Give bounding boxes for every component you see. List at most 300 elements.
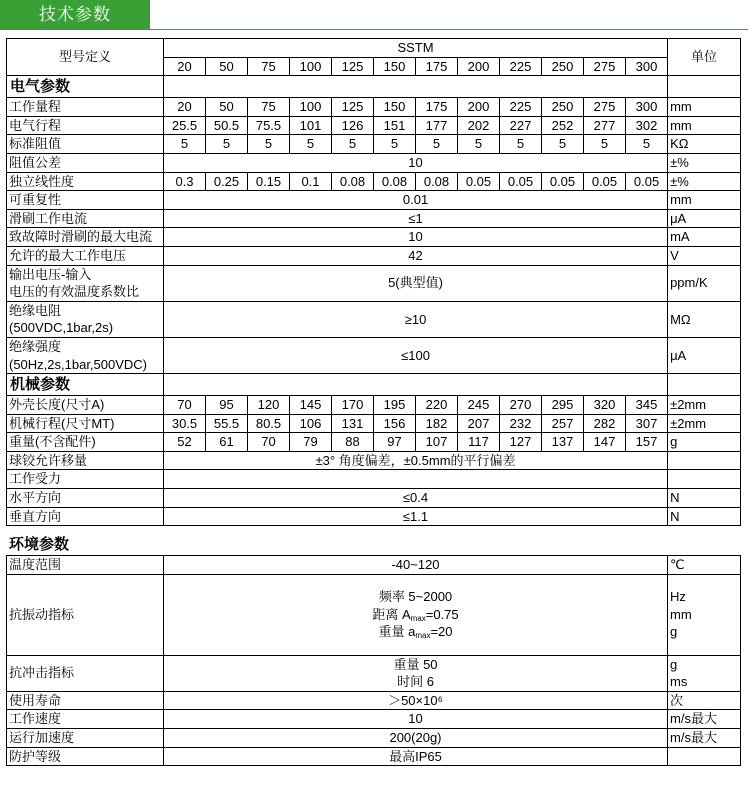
- text-line: mm: [670, 606, 692, 622]
- text-line: 207: [467, 415, 490, 431]
- merged-value-cell: [164, 710, 668, 729]
- text-line: 250: [551, 58, 574, 74]
- unit-cell: [668, 98, 741, 117]
- merged-value-cell: [164, 265, 668, 301]
- value-cell: [626, 116, 668, 135]
- text-line: 100: [299, 58, 322, 74]
- unit-cell: [668, 556, 741, 575]
- text-line: 145: [299, 397, 322, 413]
- model-number-cell: [374, 57, 416, 76]
- value-cell: [416, 172, 458, 191]
- text-line: 5(典型值): [388, 275, 443, 291]
- row-label: [7, 710, 164, 729]
- text-line: 外壳长度(尺寸A): [9, 397, 105, 413]
- unit-cell: [668, 246, 741, 265]
- spec-row: [7, 98, 741, 117]
- text-line: 117: [468, 434, 489, 450]
- model-number-cell: [626, 57, 668, 76]
- value-cell: [290, 396, 332, 415]
- spec-row: [7, 691, 741, 710]
- row-label: [7, 116, 164, 135]
- text-line: 标准阻值: [9, 136, 62, 152]
- text-line: 125: [341, 99, 364, 115]
- text-line: 182: [425, 415, 448, 431]
- model-number-cell: [206, 57, 248, 76]
- section-unit-blank-cell: [668, 374, 741, 396]
- text-line: 42: [408, 247, 423, 263]
- value-cell: [542, 135, 584, 154]
- text-line: g: [670, 656, 678, 672]
- text-line: 电气参数: [10, 77, 71, 95]
- text-line: 工作速度: [9, 711, 62, 727]
- text-line: 295: [551, 397, 574, 413]
- text-line: 0.15: [255, 173, 282, 189]
- text-line: 5: [516, 136, 525, 152]
- spec-row: [7, 470, 741, 489]
- spec-row: [7, 556, 741, 575]
- text-line: 5: [306, 136, 315, 152]
- text-line: 307: [635, 415, 658, 431]
- unit-cell: [668, 728, 741, 747]
- text-line: 0.08: [423, 173, 450, 189]
- value-cell: [458, 135, 500, 154]
- text-segment: 重量 a: [378, 624, 416, 640]
- value-cell: [626, 414, 668, 433]
- text-line: ≥10: [404, 311, 427, 327]
- text-line: 225: [509, 99, 532, 115]
- merged-value-cell: [164, 209, 668, 228]
- value-cell: [542, 116, 584, 135]
- text-line: 79: [303, 434, 318, 450]
- value-cell: [290, 98, 332, 117]
- text-line: 156: [383, 415, 406, 431]
- value-cell: [332, 433, 374, 452]
- value-cell: [164, 414, 206, 433]
- spec-row: [7, 153, 741, 172]
- row-label: [7, 489, 164, 508]
- value-cell: [374, 116, 416, 135]
- text-line: 127: [509, 434, 532, 450]
- model-number-cell: [290, 57, 332, 76]
- spec-row: [7, 507, 741, 526]
- text-line: 300: [635, 58, 658, 74]
- value-cell: [164, 396, 206, 415]
- text-line: 5: [390, 136, 399, 152]
- value-cell: [332, 135, 374, 154]
- merged-value-cell: [164, 470, 668, 489]
- row-label: [7, 574, 164, 655]
- text-line: 5: [180, 136, 189, 152]
- row-label: [7, 135, 164, 154]
- text-line: μA: [670, 210, 687, 226]
- text-line: mm: [670, 117, 692, 133]
- text-line: 157: [635, 434, 658, 450]
- row-label: [7, 433, 164, 452]
- value-cell: [248, 414, 290, 433]
- text-segment: =0.75: [425, 606, 459, 622]
- text-line: 工作量程: [9, 99, 62, 115]
- merged-value-cell: [164, 246, 668, 265]
- value-cell: [416, 433, 458, 452]
- spec-row: [7, 574, 741, 655]
- text-line: 245: [467, 397, 490, 413]
- value-cell: [374, 433, 416, 452]
- text-line: 175: [425, 58, 448, 74]
- value-cell: [164, 98, 206, 117]
- text-line: 0.01: [402, 192, 429, 208]
- section-heading-row: [7, 76, 741, 98]
- unit-cell: [668, 301, 741, 337]
- text-line: 5: [348, 136, 357, 152]
- value-cell: [584, 172, 626, 191]
- value-cell: [374, 414, 416, 433]
- text-line: 重量(不含配件): [9, 434, 96, 450]
- value-cell: [374, 172, 416, 191]
- value-cell: [332, 396, 374, 415]
- text-segment: =20: [430, 624, 453, 640]
- text-line: 0.1: [301, 173, 320, 189]
- text-line: 5: [474, 136, 483, 152]
- spec-row: [7, 414, 741, 433]
- value-cell: [164, 172, 206, 191]
- value-cell: [290, 116, 332, 135]
- text-line: KΩ: [670, 136, 689, 152]
- text-line: 345: [635, 397, 658, 413]
- spec-row: [7, 228, 741, 247]
- text-line: ppm/K: [670, 275, 708, 291]
- value-cell: [500, 116, 542, 135]
- text-segment: 距离 A: [372, 606, 411, 622]
- text-line: 150: [383, 99, 406, 115]
- text-line: 120: [257, 397, 280, 413]
- row-label: [7, 396, 164, 415]
- value-cell: [416, 414, 458, 433]
- merged-value-cell: [164, 489, 668, 508]
- spec-row: [7, 655, 741, 691]
- unit-cell: [668, 489, 741, 508]
- merged-value-cell: [164, 691, 668, 710]
- merged-value-cell: [164, 451, 668, 470]
- value-cell: [500, 433, 542, 452]
- text-line: 195: [383, 397, 406, 413]
- unit-cell: [668, 153, 741, 172]
- merged-value-cell: [164, 191, 668, 210]
- value-cell: [206, 433, 248, 452]
- value-cell: [248, 98, 290, 117]
- text-line: 5: [558, 136, 567, 152]
- text-line: 95: [219, 397, 234, 413]
- text-line: 防护等级: [9, 748, 62, 764]
- value-cell: [500, 135, 542, 154]
- text-line: 227: [509, 117, 532, 133]
- section-title: [7, 374, 164, 396]
- spec-row: [7, 191, 741, 210]
- text-line: 5: [432, 136, 441, 152]
- spec-row: [7, 728, 741, 747]
- value-cell: [458, 414, 500, 433]
- unit-cell: [668, 135, 741, 154]
- text-line: mm: [670, 99, 692, 115]
- text-line: 0.05: [549, 173, 576, 189]
- section-blank-cell: [164, 374, 668, 396]
- unit-cell: [668, 655, 741, 691]
- unit-header: [668, 39, 741, 76]
- value-cell: [584, 414, 626, 433]
- text-line: 70: [261, 434, 276, 450]
- text-line: 最高IP65: [389, 748, 442, 764]
- model-number-cell: [332, 57, 374, 76]
- merged-value-cell: [164, 228, 668, 247]
- text-line: 101: [299, 117, 322, 133]
- value-cell: [584, 98, 626, 117]
- text-line: (50Hz,2s,1bar,500VDC): [9, 356, 148, 372]
- row-label: [7, 728, 164, 747]
- text-line: [166, 606, 665, 624]
- row-label: [7, 191, 164, 210]
- unit-cell: [668, 396, 741, 415]
- text-line: 75.5: [255, 117, 282, 133]
- row-label: [7, 451, 164, 470]
- section-title: [7, 76, 164, 98]
- text-line: 277: [593, 117, 616, 133]
- value-cell: [542, 433, 584, 452]
- text-line: 52: [177, 434, 192, 450]
- merged-value-cell: [164, 301, 668, 337]
- value-cell: [290, 414, 332, 433]
- text-line: 抗冲击指标: [9, 665, 75, 681]
- value-cell: [374, 396, 416, 415]
- spec-row: [7, 209, 741, 228]
- value-cell: [626, 433, 668, 452]
- text-line: (500VDC,1bar,2s): [9, 320, 114, 336]
- text-line: g: [670, 434, 678, 450]
- text-line: m/s最大: [670, 729, 717, 745]
- text-line: 50.5: [213, 117, 240, 133]
- merged-value-cell: [164, 337, 668, 373]
- text-line: ≤0.4: [402, 490, 429, 506]
- unit-cell: [668, 451, 741, 470]
- text-line: 机械行程(尺寸MT): [9, 415, 115, 431]
- text-line: 重量 50: [393, 656, 438, 672]
- text-line: 5: [642, 136, 651, 152]
- text-line: V: [670, 247, 679, 263]
- unit-cell: [668, 209, 741, 228]
- row-label: [7, 556, 164, 575]
- value-cell: [290, 135, 332, 154]
- row-label: [7, 209, 164, 228]
- row-label: [7, 228, 164, 247]
- value-cell: [416, 98, 458, 117]
- text-line: 97: [387, 434, 402, 450]
- text-line: 106: [299, 415, 322, 431]
- row-label: [7, 655, 164, 691]
- value-cell: [542, 414, 584, 433]
- text-line: 147: [593, 434, 616, 450]
- value-cell: [332, 116, 374, 135]
- text-line: 绝缘电阻: [9, 302, 62, 318]
- text-line: Hz: [670, 589, 686, 605]
- unit-cell: [668, 337, 741, 373]
- text-line: 独立线性度: [9, 173, 75, 189]
- merged-value-cell: [164, 507, 668, 526]
- value-cell: [500, 414, 542, 433]
- merged-value-cell: [164, 556, 668, 575]
- value-cell: [206, 116, 248, 135]
- value-cell: [458, 433, 500, 452]
- model-number-cell: [248, 57, 290, 76]
- text-line: 0.25: [213, 173, 240, 189]
- text-line: mm: [670, 192, 692, 208]
- text-line: 型号定义: [58, 49, 111, 65]
- value-cell: [164, 116, 206, 135]
- text-line: μA: [670, 347, 687, 363]
- text-line: 252: [551, 117, 574, 133]
- text-line: 致故障时滑刷的最大电流: [9, 229, 153, 245]
- spec-row: [7, 433, 741, 452]
- text-line: 202: [467, 117, 490, 133]
- value-cell: [332, 98, 374, 117]
- text-line: 320: [593, 397, 616, 413]
- value-cell: [248, 172, 290, 191]
- text-line: 177: [425, 117, 448, 133]
- value-cell: [374, 135, 416, 154]
- text-line: 250: [551, 99, 574, 115]
- text-line: ±3° 角度偏差，±0.5mm的平行偏差: [315, 452, 516, 468]
- value-cell: [374, 98, 416, 117]
- value-cell: [542, 172, 584, 191]
- spec-table: [6, 38, 741, 526]
- value-cell: [542, 98, 584, 117]
- text-line: 阻值公差: [9, 154, 62, 170]
- value-cell: [206, 172, 248, 191]
- spec-row: [7, 710, 741, 729]
- text-line: 10: [408, 154, 423, 170]
- merged-value-cell: [164, 153, 668, 172]
- model-number-cell: [542, 57, 584, 76]
- value-cell: [332, 414, 374, 433]
- row-label: [7, 301, 164, 337]
- series-header: [164, 39, 668, 58]
- text-line: 电气行程: [9, 117, 62, 133]
- spec-row: [7, 451, 741, 470]
- unit-cell: [668, 172, 741, 191]
- merged-value-cell: [164, 655, 668, 691]
- value-cell: [500, 98, 542, 117]
- value-cell: [206, 98, 248, 117]
- value-cell: [542, 396, 584, 415]
- unit-cell: [668, 470, 741, 489]
- text-line: 单位: [691, 49, 718, 65]
- spec-row: [7, 396, 741, 415]
- text-line: ℃: [670, 557, 685, 572]
- text-line: ±%: [670, 173, 689, 189]
- model-number-cell: [584, 57, 626, 76]
- value-cell: [164, 433, 206, 452]
- row-label: [7, 414, 164, 433]
- text-line: ＞50×10⁶: [388, 692, 443, 708]
- spec-row: [7, 489, 741, 508]
- text-line: 0.08: [381, 173, 408, 189]
- text-line: 75: [261, 58, 276, 74]
- text-line: 50: [219, 99, 234, 115]
- text-line: 257: [551, 415, 574, 431]
- spec-row: [7, 135, 741, 154]
- text-line: 50: [219, 58, 234, 74]
- row-label: [7, 265, 164, 301]
- text-line: -40~120: [391, 557, 440, 572]
- text-line: 225: [509, 58, 532, 74]
- text-line: 282: [593, 415, 616, 431]
- text-line: 175: [425, 99, 448, 115]
- value-cell: [458, 98, 500, 117]
- text-line: g: [670, 624, 678, 640]
- text-line: [166, 623, 665, 641]
- spec-section-tab: [0, 0, 150, 30]
- text-line: 137: [551, 434, 574, 450]
- text-line: 0.08: [339, 173, 366, 189]
- header-row: [7, 39, 741, 58]
- text-line: 80.5: [255, 415, 282, 431]
- text-line: 机械参数: [10, 375, 71, 393]
- text-line: 302: [635, 117, 658, 133]
- text-line: ±2mm: [670, 397, 707, 413]
- row-label: [7, 98, 164, 117]
- unit-cell: [668, 116, 741, 135]
- text-line: 10: [408, 711, 423, 727]
- value-cell: [584, 433, 626, 452]
- value-cell: [458, 116, 500, 135]
- model-number-cell: [164, 57, 206, 76]
- value-cell: [416, 135, 458, 154]
- text-line: 220: [425, 397, 448, 413]
- text-line: 275: [593, 58, 616, 74]
- environment-section-title: 环境参数: [9, 536, 70, 553]
- merged-value-cell: [164, 574, 668, 655]
- unit-cell: [668, 691, 741, 710]
- value-cell: [332, 172, 374, 191]
- model-number-cell: [458, 57, 500, 76]
- section-unit-blank-cell: [668, 76, 741, 98]
- text-line: 55.5: [213, 415, 240, 431]
- text-line: 70: [177, 397, 192, 413]
- row-label: [7, 470, 164, 489]
- text-line: 工作受力: [9, 471, 62, 487]
- unit-cell: [668, 507, 741, 526]
- text-line: m/s最大: [670, 711, 717, 727]
- value-cell: [500, 172, 542, 191]
- text-line: 150: [383, 58, 406, 74]
- text-line: 200: [467, 99, 490, 115]
- text-line: 滑刷工作电流: [9, 210, 88, 226]
- merged-value-cell: [164, 747, 668, 766]
- spec-section-tab-title: 技术参数: [39, 5, 111, 24]
- unit-cell: [668, 710, 741, 729]
- value-cell: [248, 396, 290, 415]
- value-cell: [626, 135, 668, 154]
- text-line: 25.5: [171, 117, 198, 133]
- text-line: mA: [670, 229, 690, 245]
- value-cell: [290, 433, 332, 452]
- text-line: 可重复性: [9, 192, 62, 208]
- text-line: 88: [345, 434, 360, 450]
- value-cell: [206, 135, 248, 154]
- text-line: 5: [222, 136, 231, 152]
- tab-underline: [150, 29, 748, 30]
- subscript-text: max: [410, 613, 426, 623]
- text-line: ≤100: [401, 347, 430, 363]
- text-line: 频率 5~2000: [378, 589, 453, 605]
- row-label: [7, 246, 164, 265]
